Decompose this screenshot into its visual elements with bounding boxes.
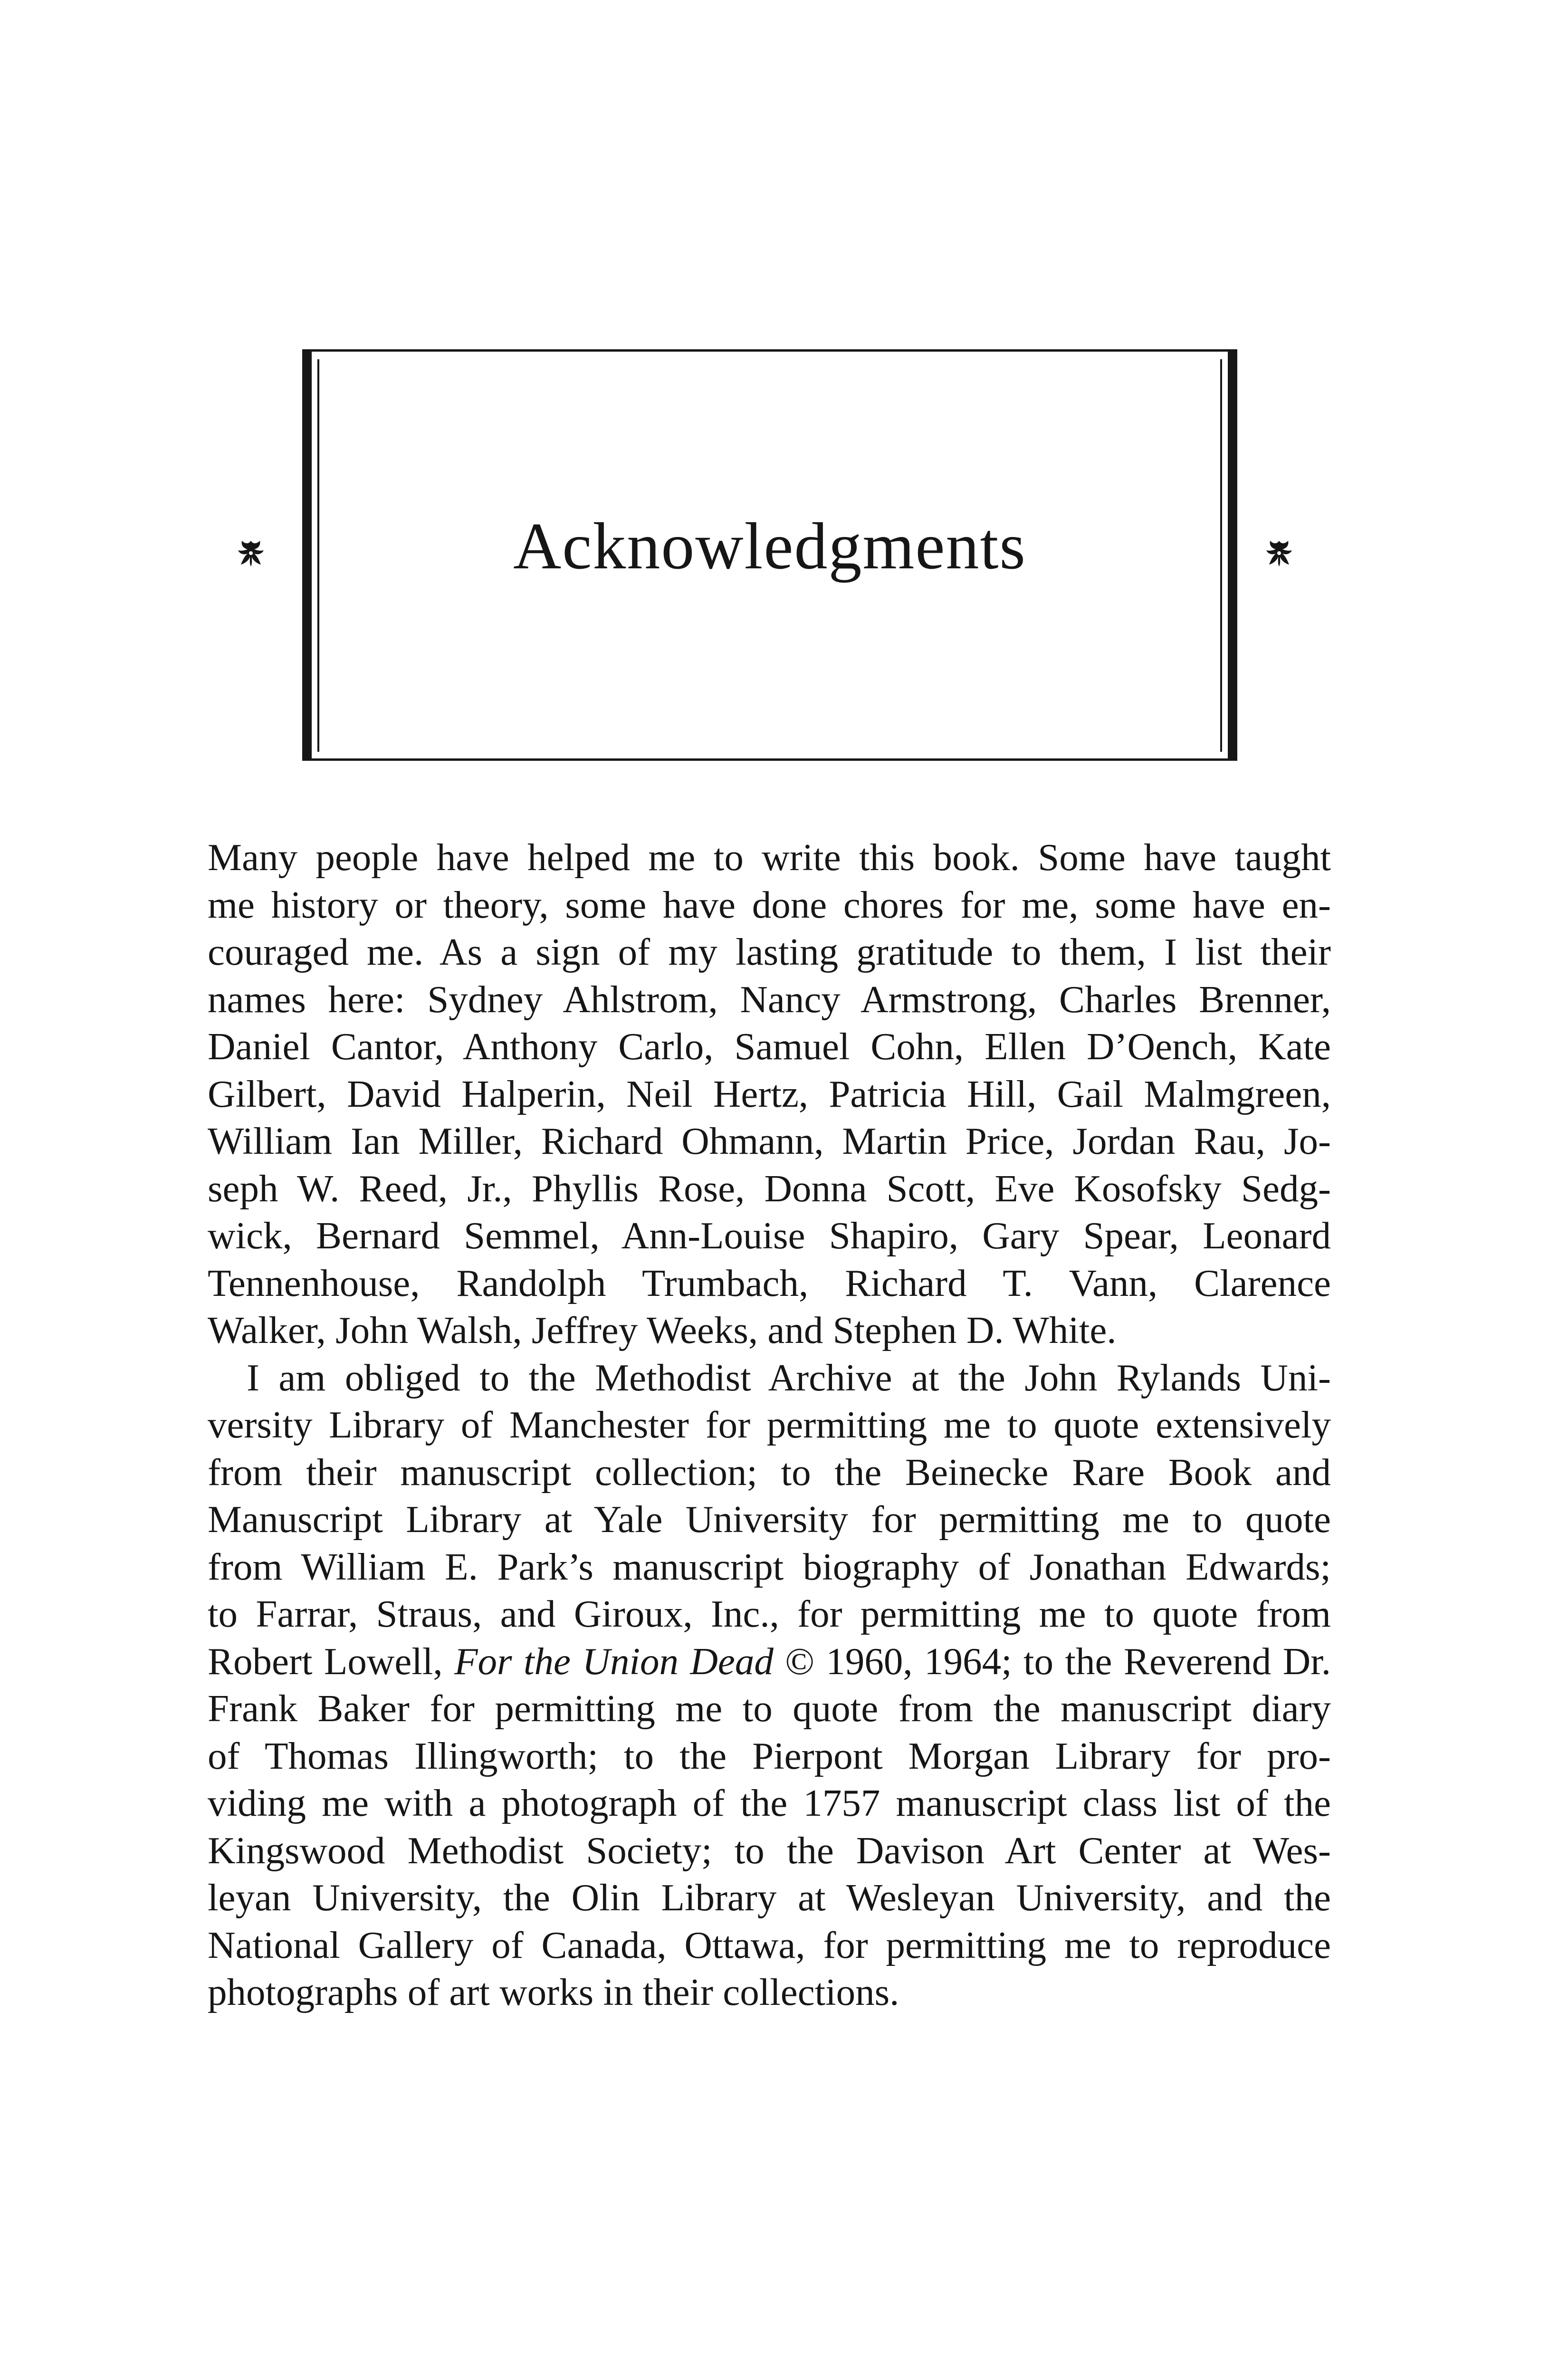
book-title-italic: For the Union Dead (454, 1639, 774, 1683)
text-line: from William E. Park’s manuscript biography of Jonathan Edwards; (208, 1545, 1331, 1588)
text-run: Robert Lowell, (208, 1639, 455, 1683)
text-line: National Gallery of Canada, Ottawa, for permitting me to reproduce (208, 1923, 1331, 1966)
text-line: wick, Bernard Semmel, Ann-Louise Shapiro, Gary Spear, Leonard (208, 1214, 1331, 1257)
text-line: seph W. Reed, Jr., Phyllis Rose, Donna Scott, Eve Kosofsky Sedg- (208, 1167, 1331, 1210)
text-line: me history or theory, some have done chores for me, some have en- (208, 883, 1331, 926)
text-line: Many people have helped me to write this book. Some have taught (208, 836, 1331, 879)
text-line: William Ian Miller, Richard Ohmann, Martin Price, Jordan Rau, Jo- (208, 1120, 1331, 1162)
paragraph-1 (208, 834, 1331, 1354)
text-line: from their manuscript collection; to the Beinecke Rare Book and (208, 1450, 1331, 1494)
frame-left-bar (302, 349, 312, 761)
text-line: Gilbert, David Halperin, Neil Hertz, Patricia Hill, Gail Malmgreen, (208, 1072, 1331, 1115)
text-line: photographs of art works in their collections. (208, 1971, 899, 2013)
text-line: Frank Baker for permitting me to quote from the manuscript diary (208, 1687, 1331, 1730)
fleuron-ornament-icon (236, 539, 266, 568)
frame-right-bar (1228, 349, 1237, 761)
text-run: © 1960, 1964; to the Reverend Dr. (773, 1639, 1331, 1683)
text-line: leyan University, the Olin Library at Wesleyan University, and the (208, 1876, 1331, 1919)
text-line: of Thomas Illingworth; to the Pierpont Morgan Library for pro- (208, 1734, 1331, 1777)
text-line: Manuscript Library at Yale University for permitting me to quote (208, 1498, 1331, 1541)
body-text (208, 834, 1331, 2016)
text-line: Tennenhouse, Randolph Trumbach, Richard T. Vann, Clarence (208, 1261, 1331, 1304)
fleuron-ornament-icon (1264, 539, 1294, 568)
text-line: names here: Sydney Ahlstrom, Nancy Armstrong, Charles Brenner, (208, 977, 1331, 1021)
text-line: versity Library of Manchester for permitting me to quote extensively (208, 1403, 1331, 1446)
text-line: Daniel Cantor, Anthony Carlo, Samuel Cohn, Ellen D’Oench, Kate (208, 1025, 1331, 1068)
text-line: viding me with a photograph of the 1757 manuscript class list of the (208, 1782, 1331, 1824)
frame-right-inner-rule (1220, 359, 1222, 752)
paragraph-2 (208, 1354, 1331, 2016)
text-line (208, 1638, 1331, 1686)
text-line: Kingswood Methodist Society; to the Davison Art Center at Wes- (208, 1829, 1331, 1872)
text-line: Walker, John Walsh, Jeffrey Weeks, and Stephen D. White. (208, 1309, 1117, 1351)
page-title: Acknowledgments (513, 509, 1026, 583)
text-line: I am obliged to the Methodist Archive at the John Rylands Uni- (247, 1356, 1331, 1399)
text-line: to Farrar, Straus, and Giroux, Inc., for permitting me to quote from (208, 1592, 1331, 1635)
text-line: couraged me. As a sign of my lasting gratitude to them, I list their (208, 930, 1331, 973)
frame-left-inner-rule (317, 359, 319, 752)
